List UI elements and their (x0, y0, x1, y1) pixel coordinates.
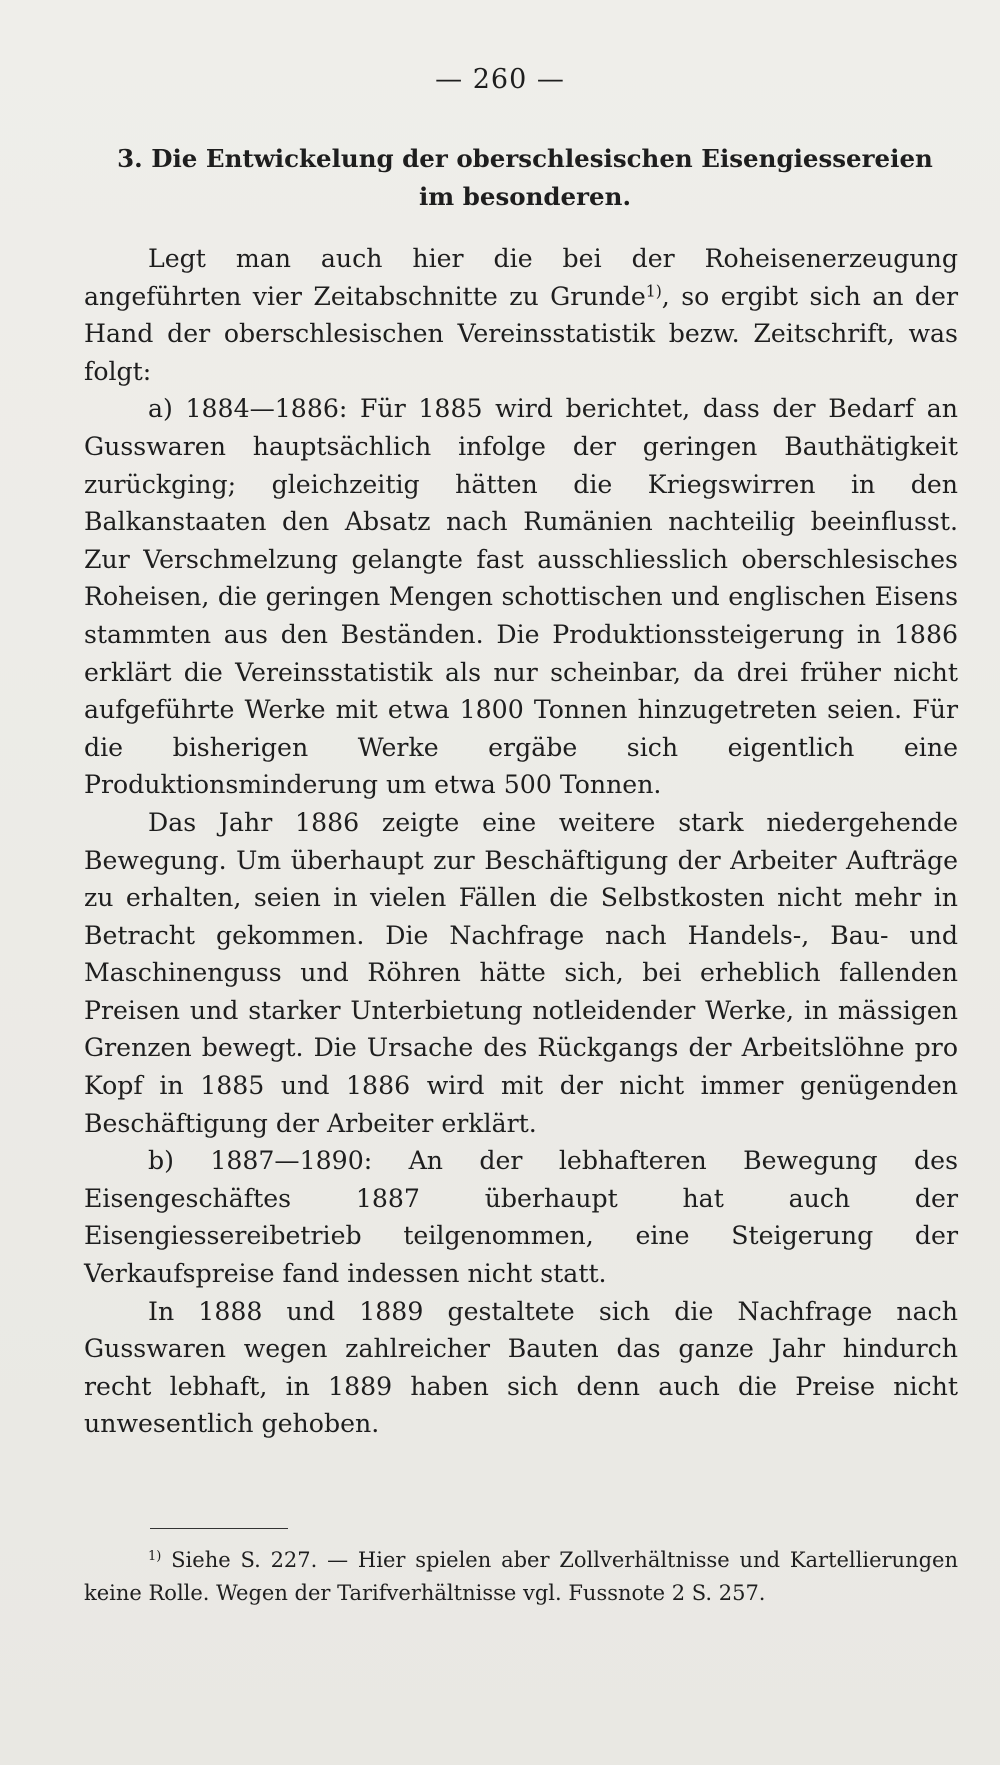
paragraph-1886: Das Jahr 1886 zeigte eine weitere stark niedergehende Bewegung. Um überhaupt zur Beschäftigung der Arbeiter Aufträge zu erhalten, seien in vielen Fällen die Selbstkosten nicht mehr in Betracht gekommen. Die Nachfrage nach Handels-, Bau- und Maschinenguss und Röhren hätte sich, bei erheblich fallenden Preisen und starker Unterbietung notleidender Werke, in mässigen Grenzen bewegt. Die Ursache des Rückgangs der Arbeitslöhne pro Kopf in 1885 und 1886 wird mit der nicht immer genügenden Beschäftigung der Arbeiter erklärt. (84, 807, 958, 1138)
paragraph-1888-1889: In 1888 und 1889 gestaltete sich die Nachfrage nach Gusswaren wegen zahlreicher Bauten das ganze Jahr hindurch recht lebhaft, in 1889 haben sich denn auch die Preise nicht unwesentlich gehoben. (84, 1296, 958, 1439)
paragraph-intro-text: Legt man auch hier die bei der Roheisenerzeugung angeführten vier Zeitabschnitte zu Grunde (84, 244, 958, 311)
footnote-mark: 1) (148, 1548, 162, 1564)
footnote-text: Siehe S. 227. — Hier spielen aber Zollverhältnisse und Kartellierungen keine Rolle. Wegen der Tarifverhältnisse vgl. Fussnote 2 S. 257. (84, 1548, 958, 1605)
footnote (84, 1544, 958, 1610)
footnote-reference: 1) (645, 282, 662, 301)
page-number: — 260 — (435, 64, 565, 95)
footnote-divider (150, 1528, 288, 1529)
paragraph-period-b: b) 1887—1890: An der lebhafteren Bewegung des Eisengeschäftes 1887 überhaupt hat auch der Eisengiessereibetrieb teilgenommen, eine Steigerung der Verkaufspreise fand indessen nicht statt. (84, 1146, 958, 1289)
paragraph-intro-tail: , so ergibt sich an der Hand der oberschlesischen Vereinsstatistik bezw. Zeitschrift, was folgt: (84, 281, 958, 386)
section-heading: 3. Die Entwickelung der oberschlesischen Eisengiessereien im besonderen. (117, 144, 933, 211)
paragraph-period-a: a) 1884—1886: Für 1885 wird berichtet, dass der Bedarf an Gusswaren hauptsächlich infolge der geringen Bauthätigkeit zurückging; gleichzeitig hätten die Kriegswirren in den Balkanstaaten den Absatz nach Rumänien nachteilig beeinflusst. Zur Verschmelzung gelangte fast ausschliesslich oberschlesisches Roheisen, die geringen Mengen schottischen und englischen Eisens stammten aus den Beständen. Die Produktionssteigerung in 1886 erklärt die Vereinsstatistik als nur scheinbar, da drei früher nicht aufgeführte Werke mit etwa 1800 Tonnen hinzugetreten seien. Für die bisherigen Werke ergäbe sich eigentlich eine Produktionsminderung um etwa 500 Tonnen. (84, 394, 958, 800)
paragraph-intro (84, 240, 958, 390)
body-text (84, 240, 958, 1443)
